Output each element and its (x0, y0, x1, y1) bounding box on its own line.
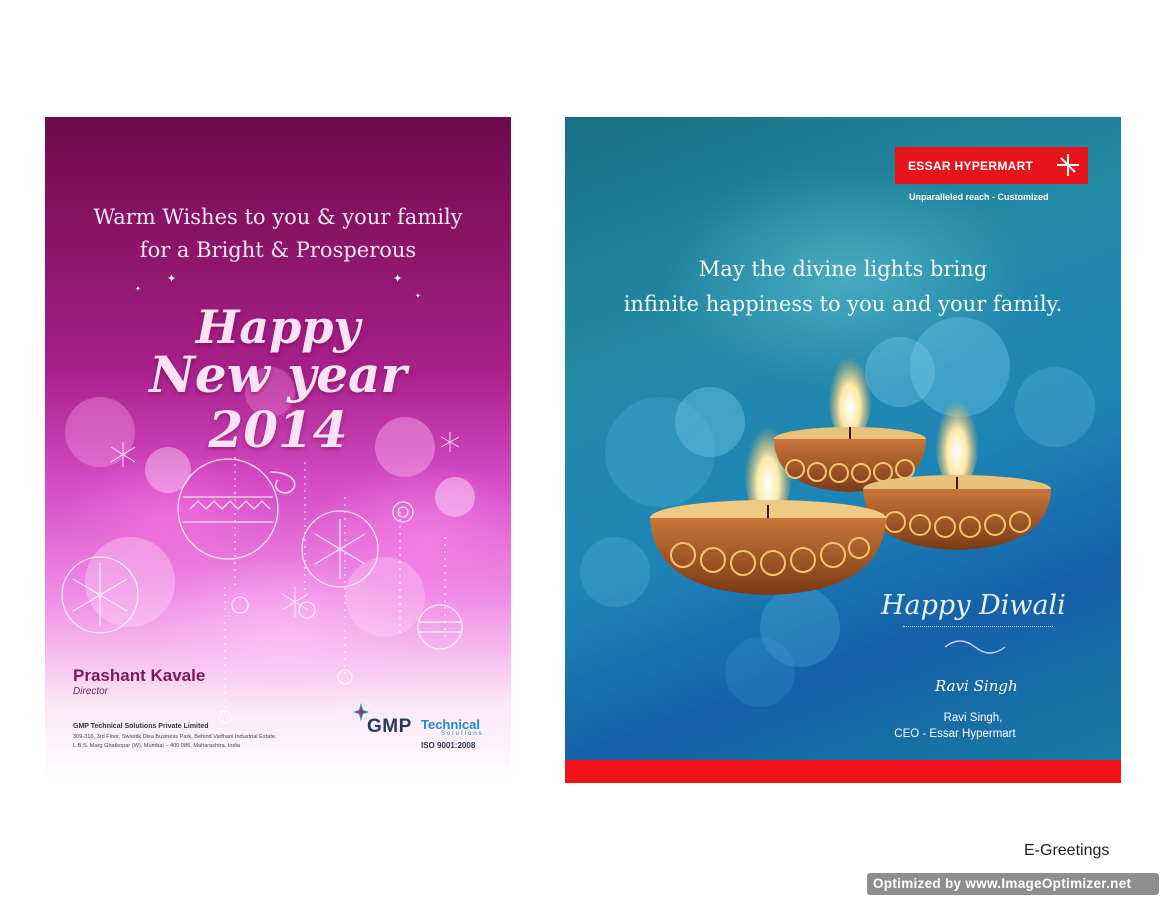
gmp-logo-solutions: Solutions (441, 731, 484, 737)
optimizer-watermark (867, 873, 1159, 895)
essar-brand-name: ESSAR HYPERMART (908, 159, 1034, 173)
star-icon: ✦ (393, 273, 403, 285)
iso-certification: ISO 9001:2008 (421, 741, 476, 750)
diwali-greeting-card (565, 117, 1121, 783)
year-script: 2014 (208, 400, 348, 459)
diya-lamps-illustration (565, 117, 1121, 783)
gmp-logo-technical: Technical (421, 717, 481, 732)
diwali-message-line-2: infinite happiness to you and your family. (623, 292, 1063, 316)
greeting-line-2: for a Bright & Prosperous (139, 238, 417, 262)
page-label: E-Greetings (1024, 842, 1110, 859)
sender-name: Prashant Kavale (73, 666, 206, 685)
ceo-name: Ravi Singh, (943, 712, 1003, 724)
essar-tagline: Unparalleled reach - Customized (909, 192, 1049, 202)
company-name: GMP Technical Solutions Private Limited (73, 723, 209, 730)
gmp-logo-text: GMP (367, 716, 412, 737)
star-icon: ✦ (135, 286, 141, 293)
star-icon: ✦ (415, 293, 421, 300)
greeting-line-1: Warm Wishes to you & your family (93, 205, 463, 229)
company-address-line-1: 309-316, 3rd Floor, Swastik Disa Business Park, Behind Vadhani Industrial Estate, (73, 734, 277, 740)
dotted-divider (903, 626, 1053, 627)
new-year-script: New year (149, 345, 407, 404)
sender-role: Director (73, 686, 109, 697)
red-footer-bar (565, 760, 1121, 783)
happy-diwali-script: Happy Diwali (881, 590, 1066, 621)
watermark-text: Optimized by www.ImageOptimizer.net (873, 876, 1132, 891)
star-icon: ✦ (167, 273, 177, 285)
company-address-line-2: L.B.S. Marg Ghatkopar (W), Mumbai – 400 086, Maharashtra, India (73, 743, 240, 749)
diwali-message-line-1: May the divine lights bring (698, 257, 988, 281)
ceo-title: CEO - Essar Hypermart (894, 728, 1016, 740)
new-year-greeting-card (45, 117, 511, 783)
ceo-signature: Ravi Singh (935, 677, 1018, 695)
happy-script: Happy (195, 300, 361, 354)
